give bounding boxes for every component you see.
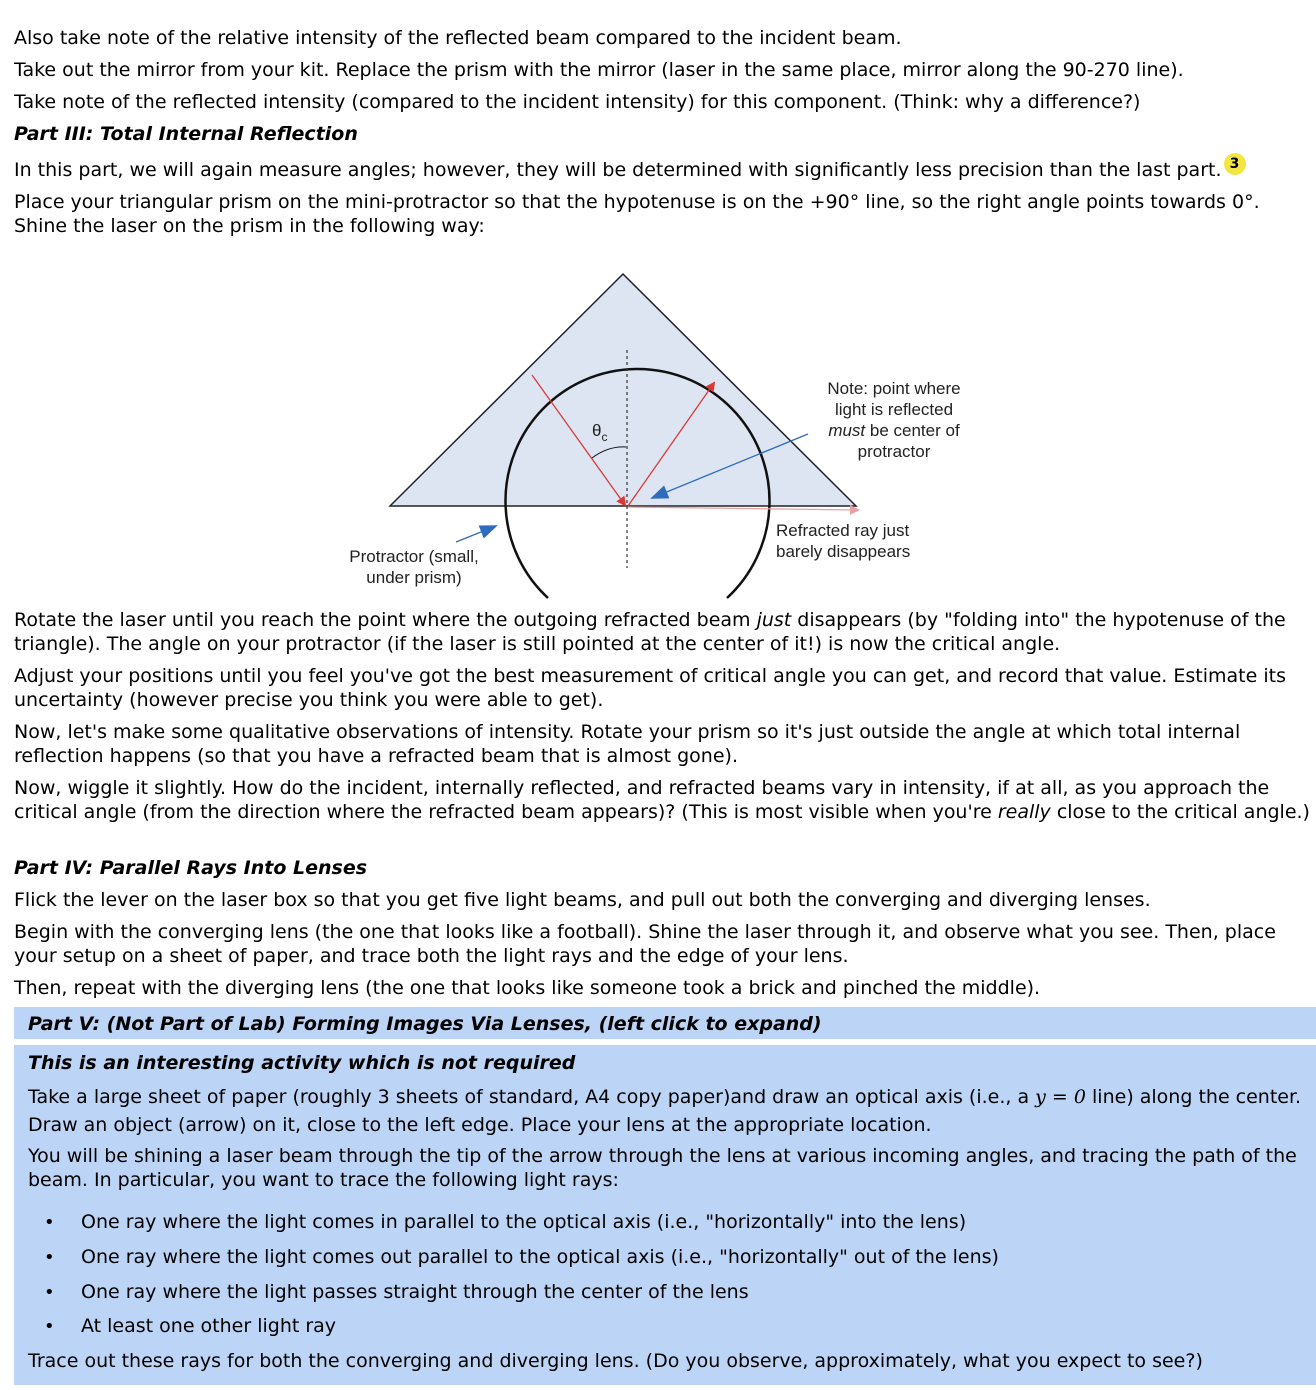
paragraph-converging-lens: Begin with the converging lens (the one that looks like a football). Shine the laser through it, and observe what you see. Then, place your setup on a sheet of paper, and trace both the light rays and the edge of your lens. <box>14 921 1276 967</box>
note-line-3-rest: be center of <box>865 421 960 440</box>
refracted-label-line-2: barely disappears <box>776 542 911 561</box>
paragraph-adjust-positions: Adjust your positions until you feel you've got the best measurement of critical angle you can get, and record that value. Estimate its uncertainty (however precise you think you were able to get). <box>14 665 1286 711</box>
math-y-equals-zero: y = 0 <box>1035 1086 1086 1108</box>
list-item: One ray where the light comes in parallel to the optical axis (i.e., "horizontally" into the lens) <box>81 1211 967 1233</box>
part5-p1-text-a: Take a large sheet of paper (roughly 3 sheets of standard, A4 copy paper)and draw an optical axis (i.e., a <box>28 1086 1036 1108</box>
rotate-laser-text-b: disappears (by "folding into" the hypotenuse of the triangle). The angle on your protractor (if the laser is still pointed at the center of it!) is now the critical angle. <box>14 609 1286 655</box>
refracted-ray <box>628 507 858 510</box>
note-line-3 <box>798 420 990 441</box>
wiggle-text-b: close to the critical angle.) <box>1050 801 1310 823</box>
part5-paragraph-2: You will be shining a laser beam through the tip of the arrow through the lens at various incoming angles, and tracing the path of the beam. In particular, you want to trace the following light rays: <box>28 1145 1297 1191</box>
protractor-label <box>330 546 498 588</box>
part5-content <box>14 1045 1316 1385</box>
note-emphasis: must <box>828 421 866 440</box>
part5-header-text[interactable]: Part V: (Not Part of Lab) Forming Images Via Lenses, (left click to expand) <box>28 1013 822 1035</box>
refracted-ray-label <box>776 520 928 562</box>
list-item: One ray where the light comes out parallel to the optical axis (i.e., "horizontally" out of the lens) <box>81 1246 999 1268</box>
paragraph-reflected-comparison: Take note of the reflected intensity (compared to the incident intensity) for this component. (Think: why a difference?) <box>14 91 1141 113</box>
protractor-label-line-1: Protractor (small, <box>349 547 479 566</box>
rotate-laser-text-a: Rotate the laser until you reach the point where the outgoing refracted beam <box>14 609 757 631</box>
part5-paragraph-1 <box>28 1083 1312 1139</box>
note-line-2: light is reflected <box>834 400 954 419</box>
part5-p1-text-b: line) along the center. Draw an object (arrow) on it, close to the left edge. Place your lens at the appropriate location. <box>28 1086 1302 1136</box>
paragraph-precision-note <box>14 158 1314 183</box>
comment-badge[interactable]: 3 <box>1224 153 1246 175</box>
wiggle-text-a: Now, wiggle it slightly. How do the incident, internally reflected, and refracted beams vary in intensity, if at all, as you approach the critical angle (from the direction where the refracted beam appears)? (This is most visible when you're <box>14 777 1270 823</box>
paragraph-reflected-intensity: Also take note of the relative intensity of the reflected beam compared to the incident beam. <box>14 27 902 49</box>
part5-subheading: This is an interesting activity which is not required <box>28 1052 576 1074</box>
precision-note-text: In this part, we will again measure angles; however, they will be determined with significantly less precision than the last part. <box>14 159 1222 181</box>
tir-diagram <box>330 262 1010 602</box>
part4-heading: Part IV: Parallel Rays Into Lenses <box>14 857 368 879</box>
prism-shape <box>390 274 856 506</box>
part3-heading: Part III: Total Internal Reflection <box>14 123 358 145</box>
paragraph-wiggle <box>14 776 1314 824</box>
list-item: At least one other light ray <box>81 1315 337 1337</box>
bullet-marker: • <box>44 1212 55 1233</box>
critical-angle-label <box>592 420 632 448</box>
wiggle-emphasis: really <box>997 801 1051 823</box>
protractor-label-line-2: under prism) <box>366 568 462 587</box>
center-note-label <box>798 378 990 462</box>
part5-expand-header[interactable] <box>14 1007 1316 1039</box>
note-line-4: protractor <box>857 442 931 461</box>
protractor-pointer-arrow <box>456 526 496 542</box>
paragraph-mirror-instructions: Take out the mirror from your kit. Replace the prism with the mirror (laser in the same place, mirror along the 90-270 line). <box>14 59 1184 81</box>
paragraph-flick-lever: Flick the lever on the laser box so that you get five light beams, and pull out both the converging and diverging lenses. <box>14 889 1151 911</box>
paragraph-prism-placement: Place your triangular prism on the mini-protractor so that the hypotenuse is on the +90° line, so the right angle points towards 0°. Shine the laser on the prism in the following way: <box>14 191 1260 237</box>
theta-symbol: θ <box>592 421 602 440</box>
paragraph-rotate-laser <box>14 608 1314 656</box>
bullet-marker: • <box>44 1247 55 1268</box>
bullet-marker: • <box>44 1316 55 1337</box>
rotate-laser-emphasis: just <box>756 609 792 631</box>
theta-subscript: c <box>601 430 608 444</box>
paragraph-diverging-lens: Then, repeat with the diverging lens (the one that looks like someone took a brick and pinched the middle). <box>14 977 1041 999</box>
part5-paragraph-3: Trace out these rays for both the converging and diverging lens. (Do you observe, approximately, what you expect to see?) <box>28 1350 1203 1372</box>
list-item: One ray where the light passes straight through the center of the lens <box>81 1281 749 1303</box>
paragraph-qualitative-observations: Now, let's make some qualitative observations of intensity. Rotate your prism so it's just outside the angle at which total internal reflection happens (so that you have a refracted beam that is almost gone). <box>14 721 1241 767</box>
note-line-1: Note: point where <box>827 379 961 398</box>
refracted-label-line-1: Refracted ray just <box>776 521 910 540</box>
bullet-marker: • <box>44 1282 55 1303</box>
